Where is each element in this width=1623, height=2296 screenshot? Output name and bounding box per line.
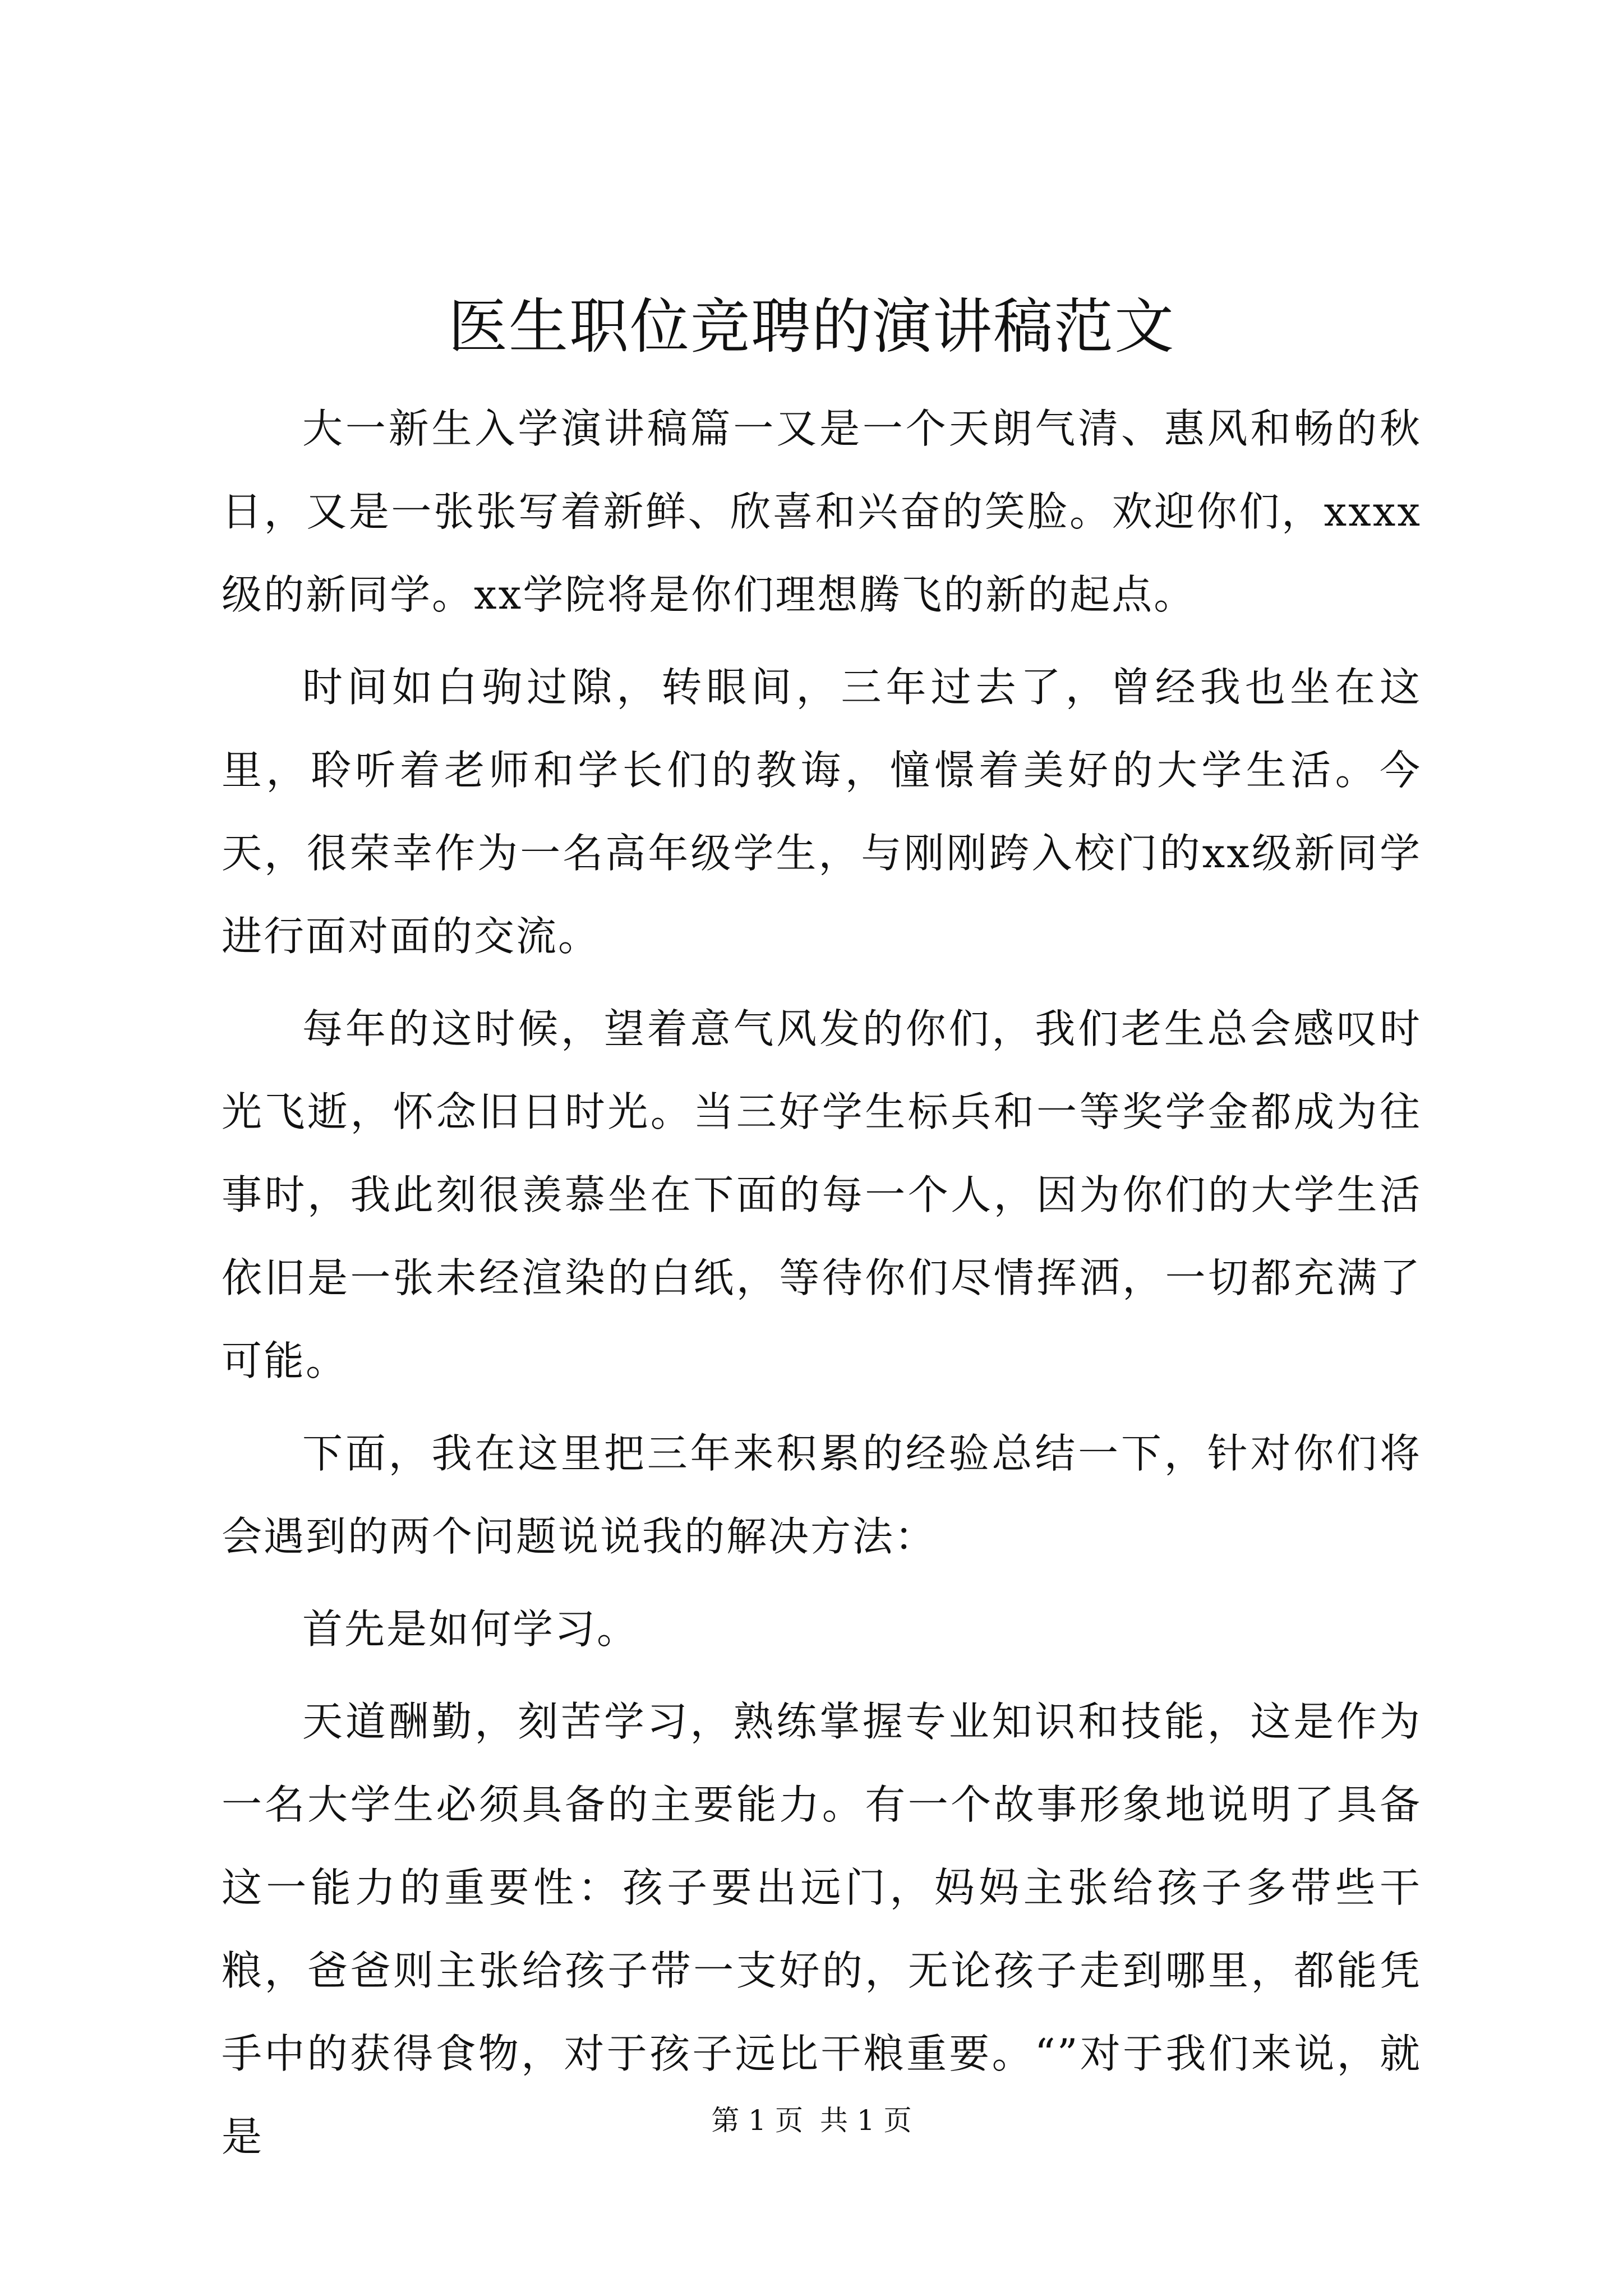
document-body	[222, 387, 1422, 2188]
page-number: 第 1 页	[711, 2104, 803, 2137]
paragraph: 下面，我在这里把三年来积累的经验总结一下，针对你们将会遇到的两个问题说说我的解决方法：	[222, 1430, 1422, 1560]
page-total: 共 1 页	[820, 2104, 912, 2137]
paragraph: 首先是如何学习。	[302, 1605, 639, 1653]
page-footer	[0, 2101, 1623, 2140]
paragraph: 每年的这时候，望着意气风发的你们，我们老生总会感叹时光飞逝，怀念旧日时光。当三好学生标兵和一等奖学金都成为往事时，我此刻很羡慕坐在下面的每一个人，因为你们的大学生活依旧是一张未经渲染的白纸，等待你们尽情挥洒，一切都充满了可能。	[222, 1005, 1422, 1384]
paragraph: 天道酬勤，刻苦学习，熟练掌握专业知识和技能，这是作为一名大学生必须具备的主要能力。有一个故事形象地说明了具备这一能力的重要性：孩子要出远门，妈妈主张给孩子多带些干粮，爸爸则主张给孩子带一支好的，无论孩子走到哪里，都能凭手中的获得食物，对于孩子远比干粮重要。“”对于我们来说，就是	[222, 1698, 1422, 2160]
document-title: 医生职位竞聘的演讲稿范文	[448, 292, 1175, 361]
paragraph: 时间如白驹过隙，转眼间，三年过去了，曾经我也坐在这里，聆听着老师和学长们的教诲，憧憬着美好的大学生活。今天，很荣幸作为一名高年级学生，与刚刚跨入校门的xx级新同学进行面对面的交流。	[222, 664, 1422, 960]
paragraph: 大一新生入学演讲稿篇一又是一个天朗气清、惠风和畅的秋日，又是一张张写着新鲜、欣喜和兴奋的笑脸。欢迎你们，xxxx级的新同学。xx学院将是你们理想腾飞的新的起点。	[222, 405, 1422, 618]
